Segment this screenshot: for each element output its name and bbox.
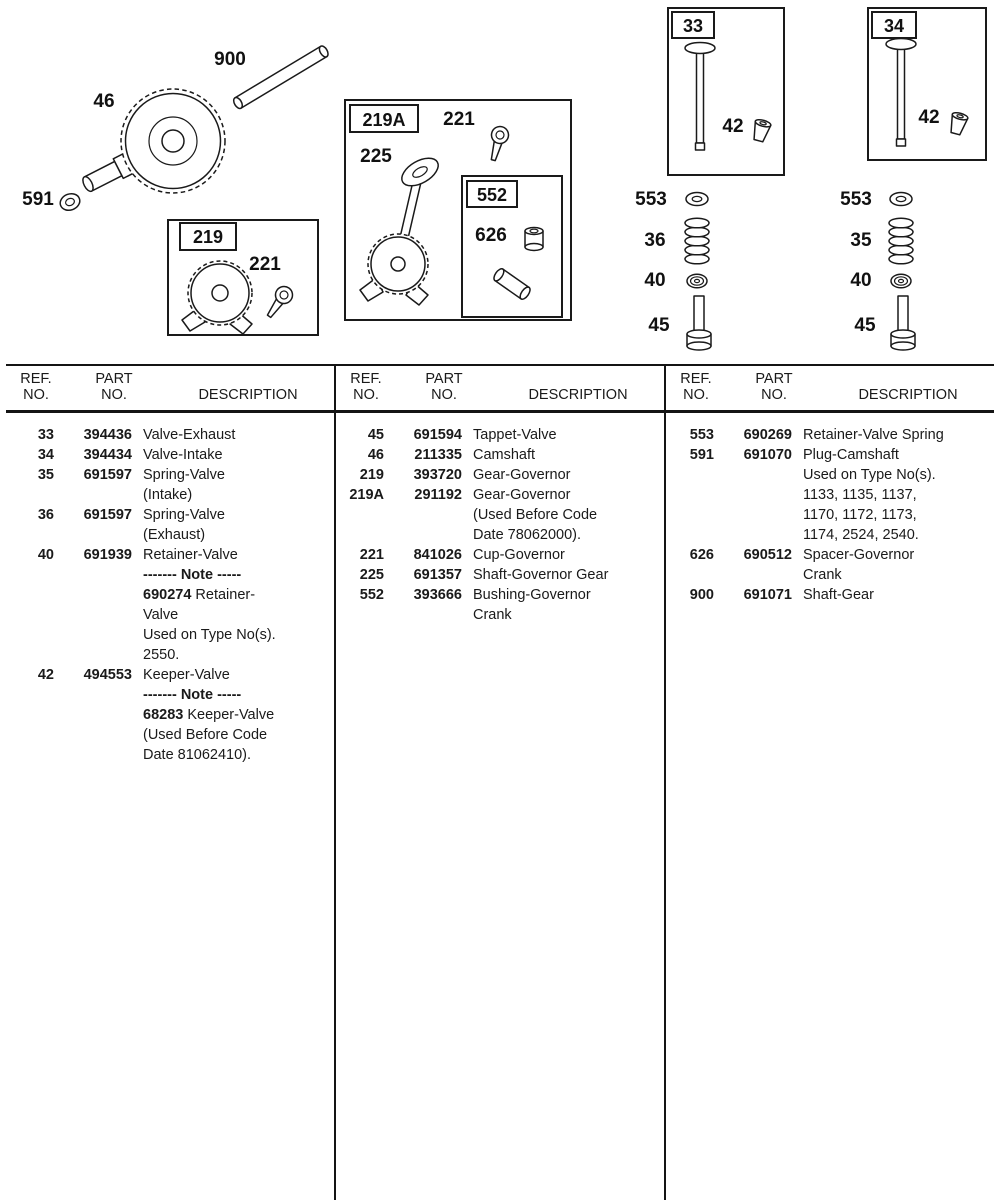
header-no: NO.	[353, 387, 379, 403]
description-segment: Valve	[143, 607, 179, 623]
description-cell	[132, 505, 334, 525]
table-row	[666, 505, 994, 525]
parts-table-column-2	[334, 366, 664, 1200]
table-header	[336, 366, 664, 413]
camshaft-gear	[121, 89, 225, 193]
callout-shaft-gear: 900	[214, 49, 246, 70]
description-cell	[132, 605, 334, 625]
table-row	[666, 545, 994, 565]
description-cell	[132, 425, 334, 445]
description-segment: Bushing-Governor	[473, 587, 591, 603]
description-segment: Used on Type No(s).	[143, 627, 276, 643]
header-description	[492, 387, 664, 403]
description-segment: (Used Before Code	[143, 727, 268, 743]
part-no-cell: 393720	[413, 467, 462, 483]
description-cell	[462, 445, 664, 465]
description-segment: 690274	[143, 587, 192, 603]
description-segment: Camshaft	[473, 447, 536, 463]
gear-governor-219A-box	[345, 100, 571, 320]
ref-no-cell: 219	[359, 467, 384, 483]
description-cell	[132, 725, 334, 745]
description-segment: Keeper-Valve	[143, 667, 230, 683]
description-segment: 1133, 1135, 1137,	[803, 487, 917, 503]
header-desc: DESCRIPTION	[528, 387, 628, 403]
keeper-valve-icon-1	[751, 118, 772, 142]
part-no-cell: 691597	[83, 467, 132, 483]
spring-valve-icon-2	[889, 218, 913, 264]
ref-no-cell: 219A	[349, 487, 384, 503]
tappet-valve-icon-2	[891, 296, 915, 350]
part-no-cell: 691070	[743, 447, 792, 463]
ref-no-cell	[666, 505, 714, 525]
spring-valve-icon-1	[685, 218, 709, 264]
description-segment: Retainer-	[191, 587, 256, 603]
header-ref: REF.	[350, 371, 382, 387]
part-no-cell	[384, 605, 462, 625]
part-no-cell: 291192	[414, 487, 462, 503]
table-row	[6, 625, 334, 645]
part-no-cell	[714, 525, 792, 545]
table-row	[336, 565, 664, 585]
callout-cup-governor-2: 221	[443, 109, 475, 130]
ref-no-cell	[6, 565, 54, 585]
callout-cup-governor-1: 221	[249, 254, 281, 275]
ref-no-cell	[6, 685, 54, 705]
table-row	[666, 565, 994, 585]
header-no: NO.	[101, 387, 127, 403]
table-row	[666, 525, 994, 545]
description-cell	[132, 465, 334, 485]
shaft-gear-900	[232, 45, 330, 110]
cup-governor-icon-2	[485, 125, 510, 163]
valve-exhaust-icon	[685, 43, 715, 151]
description-cell	[792, 485, 994, 505]
ref-no-cell: 33	[37, 427, 54, 443]
part-no-cell: 841026	[413, 547, 462, 563]
table-header	[6, 366, 334, 413]
description-segment: Tappet-Valve	[473, 427, 557, 443]
header-desc: DESCRIPTION	[858, 387, 958, 403]
part-no-cell: 691597	[83, 507, 132, 523]
description-segment: Valve-Exhaust	[143, 427, 236, 443]
ref-no-cell: 36	[37, 507, 54, 523]
table-row	[6, 565, 334, 585]
description-cell	[132, 485, 334, 505]
description-segment: Used on Type No(s).	[803, 467, 936, 483]
table-header	[666, 366, 994, 413]
ref-no-cell	[666, 465, 714, 485]
description-cell	[132, 445, 334, 465]
part-no-cell	[54, 585, 132, 605]
cup-governor-icon	[262, 283, 296, 321]
table-row	[336, 465, 664, 485]
description-segment: Gear-Governor	[473, 487, 571, 503]
description-cell	[792, 525, 994, 545]
description-segment: (Exhaust)	[143, 527, 206, 543]
description-segment: Plug-Camshaft	[803, 447, 899, 463]
ref-no-cell: 591	[689, 447, 714, 463]
callout-spring-intake: 35	[850, 230, 872, 251]
callout-retainer-spring-2: 553	[840, 189, 872, 210]
ref-no-cell	[6, 585, 54, 605]
callout-plug-camshaft: 591	[22, 189, 54, 210]
shaft-governor-gear-icon	[360, 152, 443, 305]
gear-governor-icon	[182, 261, 252, 334]
ref-no-cell	[6, 605, 54, 625]
exploded-parts-diagram	[0, 0, 1000, 362]
part-no-cell	[384, 525, 462, 545]
ref-no-cell	[336, 505, 384, 525]
callout-retainer-valve-1: 40	[644, 270, 666, 291]
header-no: NO.	[761, 387, 787, 403]
ref-no-cell: 45	[367, 427, 384, 443]
ref-no-cell: 35	[37, 467, 54, 483]
header-ref: REF.	[20, 371, 52, 387]
description-cell	[132, 645, 334, 665]
table-row	[666, 445, 994, 465]
parts-table-column-1	[6, 366, 334, 1200]
table-row	[666, 585, 994, 605]
header-desc: DESCRIPTION	[198, 387, 298, 403]
box-label-33: 33	[682, 16, 704, 36]
table-row	[666, 485, 994, 505]
box-label-34: 34	[883, 16, 905, 36]
part-no-cell	[714, 565, 792, 585]
part-no-cell: 690512	[743, 547, 792, 563]
box-label-219A: 219A	[362, 110, 406, 130]
description-cell	[132, 585, 334, 605]
table-row	[6, 525, 334, 545]
part-no-cell: 494553	[83, 667, 132, 683]
table-row	[336, 445, 664, 465]
table-row	[6, 585, 334, 605]
description-cell	[462, 505, 664, 525]
description-cell	[792, 425, 994, 445]
ref-no-cell: 552	[359, 587, 384, 603]
ref-no-cell	[336, 525, 384, 545]
description-segment: 1170, 1172, 1173,	[803, 507, 917, 523]
table-row	[6, 425, 334, 445]
description-segment: (Used Before Code	[473, 507, 598, 523]
ref-no-cell	[6, 725, 54, 745]
description-segment: Retainer-Valve Spring	[803, 427, 944, 443]
table-row	[6, 505, 334, 525]
retainer-valve-icon-1	[687, 274, 707, 288]
spacer-icon	[492, 267, 532, 301]
part-no-cell: 393666	[413, 587, 462, 603]
description-segment: Gear-Governor	[473, 467, 571, 483]
ref-no-cell	[336, 605, 384, 625]
ref-no-cell	[666, 485, 714, 505]
ref-no-cell	[6, 485, 54, 505]
ref-no-cell	[666, 565, 714, 585]
description-cell	[462, 585, 664, 605]
description-segment: Date 81062410).	[143, 747, 252, 763]
table-row	[6, 465, 334, 485]
description-cell	[132, 525, 334, 545]
ref-no-cell	[6, 645, 54, 665]
ref-no-cell: 46	[367, 447, 384, 463]
callout-camshaft: 46	[93, 91, 115, 112]
box-label-552: 552	[476, 185, 508, 205]
ref-no-cell: 225	[359, 567, 384, 583]
description-cell	[462, 545, 664, 565]
description-cell	[462, 465, 664, 485]
column-body	[666, 413, 994, 605]
ref-no-cell	[6, 525, 54, 545]
ref-no-cell: 42	[37, 667, 54, 683]
description-cell	[132, 625, 334, 645]
part-no-cell	[54, 605, 132, 625]
header-part: PART	[95, 371, 133, 387]
part-no-cell: 394436	[83, 427, 132, 443]
retainer-spring-icon-1	[686, 193, 708, 206]
part-no-cell	[54, 685, 132, 705]
part-no-cell	[54, 745, 132, 765]
table-row	[6, 545, 334, 565]
ref-no-cell: 626	[689, 547, 714, 563]
table-row	[336, 525, 664, 545]
valve-exhaust-33-box	[668, 8, 784, 175]
tappet-valve-icon-1	[687, 296, 711, 350]
parts-table	[6, 364, 994, 1200]
description-segment: Crank	[473, 607, 512, 623]
header-part: PART	[425, 371, 463, 387]
description-cell	[462, 525, 664, 545]
header-description	[822, 387, 994, 403]
part-no-cell	[54, 625, 132, 645]
description-cell	[462, 605, 664, 625]
valve-intake-icon	[886, 39, 916, 147]
header-no: NO.	[431, 387, 457, 403]
description-cell	[462, 565, 664, 585]
callout-spring-exhaust: 36	[644, 230, 666, 251]
table-row	[666, 425, 994, 445]
table-row	[6, 685, 334, 705]
callout-tappet-2: 45	[854, 315, 876, 336]
header-part-no	[726, 371, 822, 403]
description-cell	[792, 545, 994, 565]
part-no-cell: 394434	[83, 447, 132, 463]
header-ref-no	[666, 371, 726, 403]
part-no-cell	[54, 485, 132, 505]
description-cell	[132, 745, 334, 765]
table-row	[336, 585, 664, 605]
description-cell	[462, 425, 664, 445]
table-row	[336, 505, 664, 525]
part-no-cell: 690269	[743, 427, 792, 443]
valve-intake-34-box	[868, 8, 986, 160]
table-row	[336, 485, 664, 505]
ref-no-cell: 221	[359, 547, 384, 563]
description-segment: 1174, 2524, 2540.	[803, 527, 919, 543]
description-cell	[792, 585, 994, 605]
description-segment: Shaft-Gear	[803, 587, 874, 603]
table-row	[336, 545, 664, 565]
plug-camshaft-icon	[58, 191, 82, 213]
callout-shaft-governor-gear: 225	[360, 146, 392, 167]
description-cell	[792, 505, 994, 525]
description-cell	[132, 685, 334, 705]
callout-spacer-governor: 626	[475, 225, 507, 246]
part-no-cell	[714, 505, 792, 525]
part-no-cell: 691071	[743, 587, 792, 603]
description-cell	[132, 705, 334, 725]
callout-tappet-1: 45	[648, 315, 670, 336]
table-row	[6, 485, 334, 505]
callout-retainer-spring-1: 553	[635, 189, 667, 210]
header-description	[162, 387, 334, 403]
description-cell	[462, 485, 664, 505]
table-row	[6, 645, 334, 665]
callout-keeper-2: 42	[918, 107, 940, 128]
description-segment: Valve-Intake	[143, 447, 223, 463]
ref-no-cell: 40	[37, 547, 54, 563]
retainer-valve-icon-2	[891, 274, 911, 288]
description-segment: Date 78062000).	[473, 527, 582, 543]
table-row	[6, 605, 334, 625]
part-no-cell	[54, 645, 132, 665]
part-no-cell	[714, 465, 792, 485]
ref-no-cell: 34	[37, 447, 54, 463]
table-row	[336, 605, 664, 625]
keeper-valve-icon-2	[948, 111, 969, 135]
ref-no-cell: 900	[689, 587, 714, 603]
table-row	[6, 725, 334, 745]
header-ref-no	[6, 371, 66, 403]
description-cell	[132, 665, 334, 685]
ref-no-cell	[666, 525, 714, 545]
ref-no-cell	[6, 625, 54, 645]
column-body	[336, 413, 664, 625]
description-segment: Retainer-Valve	[143, 547, 238, 563]
box-label-219: 219	[192, 227, 224, 247]
part-no-cell	[54, 525, 132, 545]
description-segment: Cup-Governor	[473, 547, 565, 563]
description-segment: Spacer-Governor	[803, 547, 915, 563]
header-ref-no	[336, 371, 396, 403]
part-no-cell	[54, 725, 132, 745]
part-no-cell: 691939	[83, 547, 132, 563]
description-segment: 2550.	[143, 647, 180, 663]
header-part-no	[396, 371, 492, 403]
description-segment: Spring-Valve	[143, 507, 225, 523]
part-no-cell	[384, 505, 462, 525]
description-segment: ------- Note -----	[143, 567, 242, 583]
part-no-cell	[714, 485, 792, 505]
callout-keeper-1: 42	[722, 116, 744, 137]
table-row	[6, 665, 334, 685]
ref-no-cell	[6, 705, 54, 725]
header-part: PART	[755, 371, 793, 387]
description-segment: 68283	[143, 707, 184, 723]
ref-no-cell: 553	[689, 427, 714, 443]
retainer-spring-icon-2	[890, 193, 912, 206]
column-body	[6, 413, 334, 765]
bushing-governor-552-box	[462, 176, 562, 317]
header-ref: REF.	[680, 371, 712, 387]
part-no-cell	[54, 565, 132, 585]
description-cell	[132, 545, 334, 565]
part-no-cell: 691594	[413, 427, 462, 443]
description-segment: Spring-Valve	[143, 467, 225, 483]
description-cell	[132, 565, 334, 585]
table-row	[6, 445, 334, 465]
description-cell	[792, 565, 994, 585]
table-row	[6, 745, 334, 765]
description-segment: Keeper-Valve	[183, 707, 275, 723]
parts-table-column-3	[664, 366, 994, 1200]
part-no-cell	[54, 705, 132, 725]
table-row	[6, 705, 334, 725]
callout-retainer-valve-2: 40	[850, 270, 872, 291]
ref-no-cell	[6, 745, 54, 765]
bushing-icon	[525, 228, 543, 251]
part-no-cell: 211335	[414, 447, 462, 463]
description-segment: ------- Note -----	[143, 687, 242, 703]
table-row	[666, 465, 994, 485]
header-no: NO.	[683, 387, 709, 403]
part-no-cell: 691357	[413, 567, 462, 583]
description-segment: Crank	[803, 567, 842, 583]
header-no: NO.	[23, 387, 49, 403]
table-row	[336, 425, 664, 445]
header-part-no	[66, 371, 162, 403]
description-cell	[792, 465, 994, 485]
description-segment: Shaft-Governor Gear	[473, 567, 609, 583]
description-cell	[792, 445, 994, 465]
gear-governor-219-box	[168, 220, 318, 335]
description-segment: (Intake)	[143, 487, 193, 503]
